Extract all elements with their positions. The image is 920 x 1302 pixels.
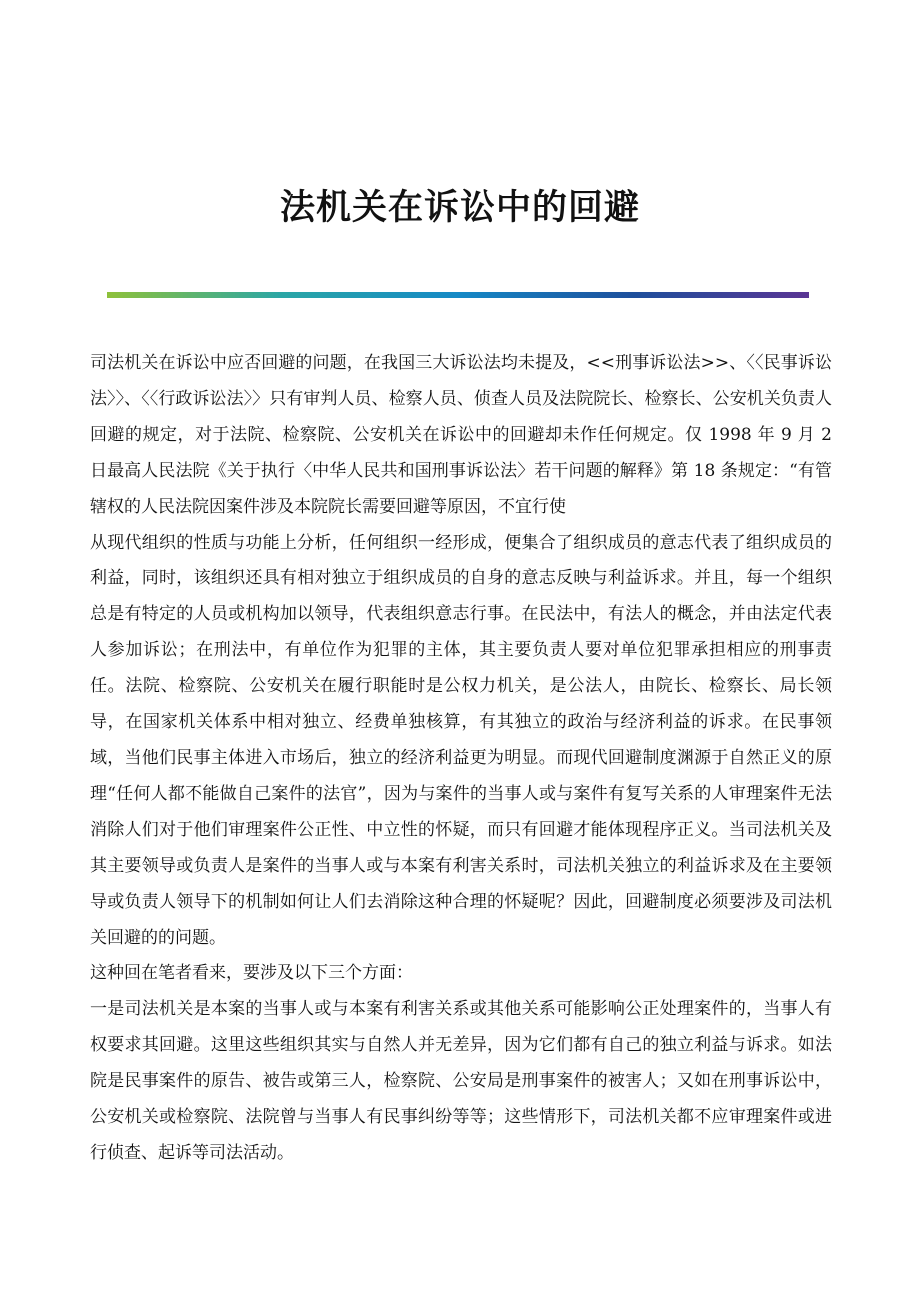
paragraph-4: 一是司法机关是本案的当事人或与本案有利害关系或其他关系可能影响公正处理案件的，当事人有权要求其回避。这里这些组织其实与自然人并无差异，因为它们都有自己的独立利益与诉求。如法院是民事案件的原告、被告或第三人，检察院、公安局是刑事案件的被害人；又如在刑事诉讼中，公安机关或检察院、法院曾与当事人有民事纠纷等等；这些情形下，司法机关都不应审理案件或进行侦查、起诉等司法活动。 (90, 999, 832, 1163)
paragraph-3: 这种回在笔者看来，要涉及以下三个方面： (90, 963, 413, 984)
document-title: 法机关在诉讼中的回避 (279, 188, 640, 228)
paragraph-1: 司法机关在诉讼中应否回避的问题，在我国三大诉讼法均未提及，<<刑事诉讼法>>、〈〈民事诉讼法〉〉、〈〈行政诉讼法〉〉只有审判人员、检察人员、侦查人员及法院院长、检察长、公安机关负责人回避的规定，对于法院、检察院、公安机关在诉讼中的回避却未作任何规定。仅 1998 年 9 月 2 日最高人民法院《关于执行〈中华人民共和国刑事诉讼法〉若干问题的解释》第 18 条规定：“有管辖权的人民法院因案件涉及本院院长需要回避等原因，不宜行使 (90, 353, 832, 517)
title-divider (107, 292, 809, 298)
document-body (90, 346, 832, 1172)
paragraph-2: 从现代组织的性质与功能上分析，任何组织一经形成，便集合了组织成员的意志代表了组织成员的利益，同时，该组织还具有相对独立于组织成员的自身的意志反映与利益诉求。并且，每一个组织总是有特定的人员或机构加以领导，代表组织意志行事。在民法中，有法人的概念，并由法定代表人参加诉讼；在刑法中，有单位作为犯罪的主体，其主要负责人要对单位犯罪承担相应的刑事责任。法院、检察院、公安机关在履行职能时是公权力机关，是公法人，由院长、检察长、局长领导，在国家机关体系中相对独立、经费单独核算，有其独立的政治与经济利益的诉求。在民事领域，当他们民事主体进入市场后，独立的经济利益更为明显。而现代回避制度渊源于自然正义的原理“任何人都不能做自己案件的法官”，因为与案件的当事人或与案件有复写关系的人审理案件无法消除人们对于他们审理案件公正性、中立性的怀疑，而只有回避才能体现程序正义。当司法机关及其主要领导或负责人是案件的当事人或与本案有利害关系时，司法机关独立的利益诉求及在主要领导或负责人领导下的机制如何让人们去消除这种合理的怀疑呢？因此，回避制度必须要涉及司法机关回避的的问题。 (90, 532, 832, 948)
